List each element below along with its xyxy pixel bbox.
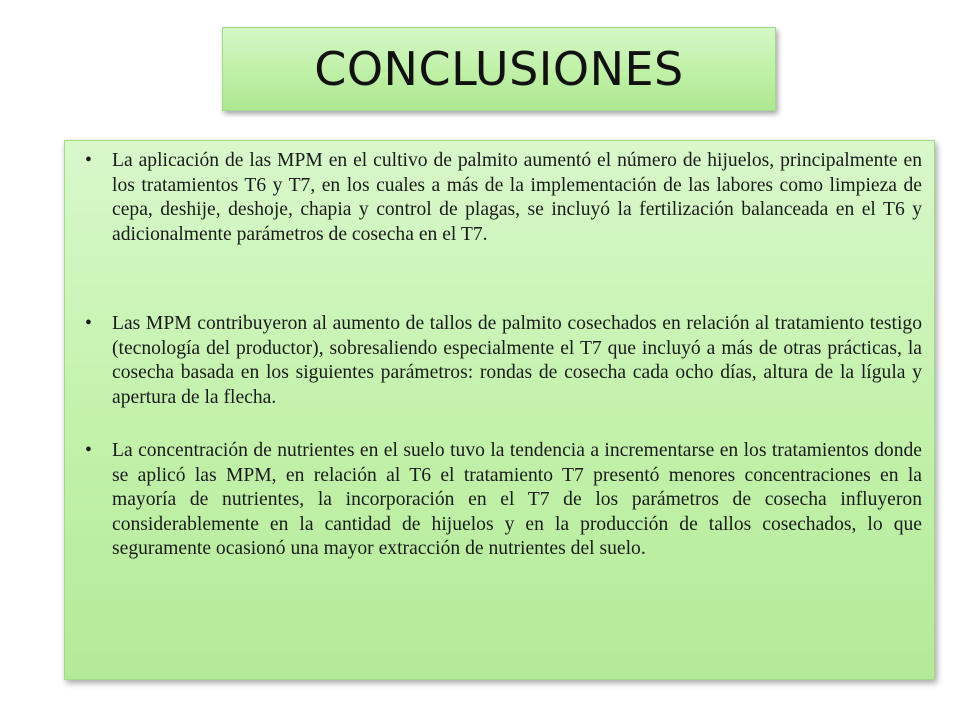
bullet-icon: • <box>85 150 92 171</box>
list-item <box>85 149 922 247</box>
slide-title: CONCLUSIONES <box>314 42 684 96</box>
bullet-text: La aplicación de las MPM en el cultivo de palmito aumentó el número de hijuelos, principalmente en los tratamientos T6 y T7, en los cuales a más de la implementación de las labores como limpieza de cepa, deshije, deshoje, chapia y control de plagas, se incluyó la fertilización balanceada en el T6 y adicionalmente parámetros de cosecha en el T7. <box>112 150 922 245</box>
bullet-text: La concentración de nutrientes en el suelo tuvo la tendencia a incrementarse en los tratamientos donde se aplicó las MPM, en relación al T6 el tratamiento T7 presentó menores concentraciones en la mayoría de nutrientes, la incorporación en el T7 de los parámetros de cosecha influyeron considerablemente en la cantidad de hijuelos y en la producción de tallos cosechados, lo que seguramente ocasionó una mayor extracción de nutrientes del suelo. <box>112 440 922 559</box>
bullet-icon: • <box>85 313 92 334</box>
bullet-text: Las MPM contribuyeron al aumento de tallos de palmito cosechados en relación al tratamiento testigo (tecnología del productor), sobresaliendo especialmente el T7 que incluyó a más de otras prácticas, la cosecha basada en los siguientes parámetros: rondas de cosecha cada ocho días, altura de la lígula y apertura de la flecha. <box>112 313 922 408</box>
conclusions-list <box>85 149 922 562</box>
title-box <box>222 27 776 111</box>
list-item <box>85 312 922 410</box>
bullet-icon: • <box>85 440 92 461</box>
content-box <box>64 140 935 680</box>
list-item <box>85 439 922 562</box>
